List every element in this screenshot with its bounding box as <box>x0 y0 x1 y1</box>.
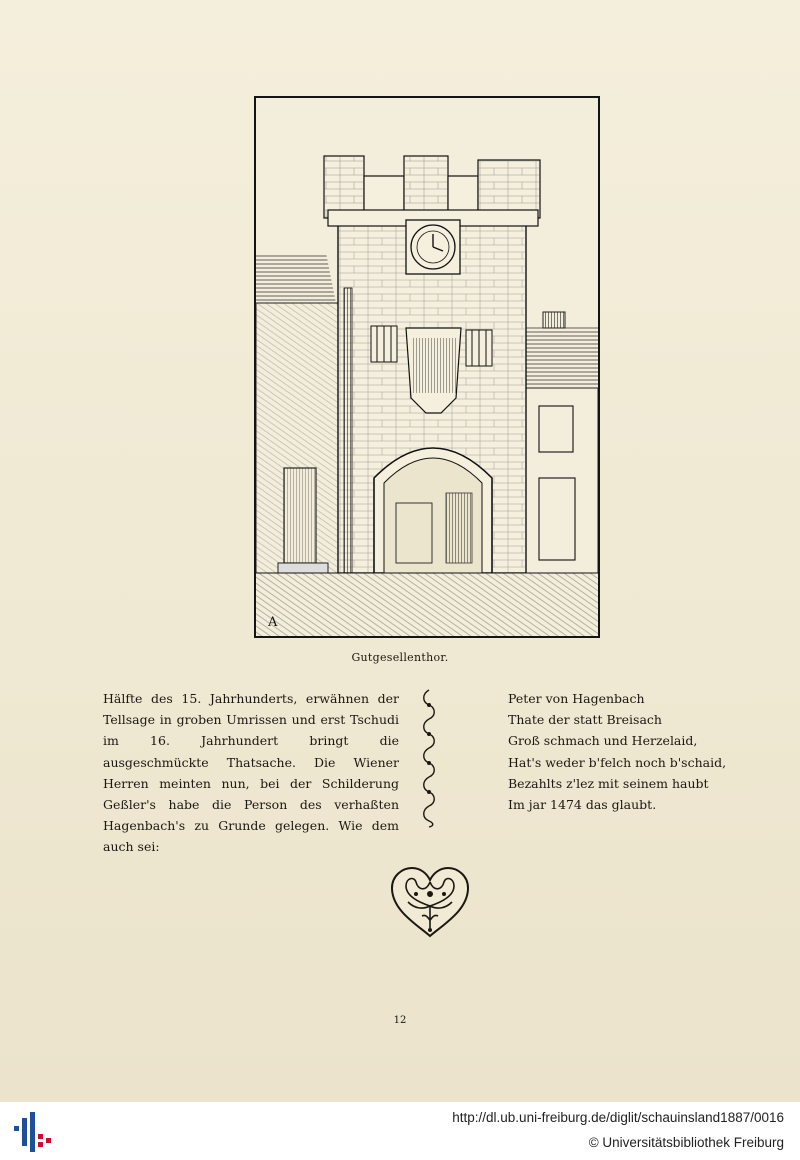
illustration-gutgesellenthor <box>254 96 600 638</box>
verse-line: Hat's weder b'felch noch b'schaid, <box>508 754 727 770</box>
verse-line: Bezahlts z'lez mit seinem haubt <box>508 775 709 791</box>
verse-column <box>508 688 738 815</box>
verse-line: Groß schmach und Herzelaid, <box>508 733 698 749</box>
ub-freiburg-logo-icon[interactable] <box>12 1110 52 1154</box>
svg-text:A: A <box>268 615 278 630</box>
heart-ornament-icon <box>388 866 472 938</box>
verse-line: Im jar 1474 das glaubt. <box>508 797 657 813</box>
source-url[interactable]: http://dl.ub.uni-freiburg.de/diglit/schauinsland1887/0016 <box>452 1110 784 1125</box>
verse-line: Thate der statt Breisach <box>508 712 662 728</box>
figure-caption: Gutgesellenthor. <box>351 651 449 664</box>
footer-bar <box>0 1102 800 1160</box>
body-paragraph: Hälfte des 15. Jahrhunderts, erwähnen der Tellsage in groben Umrissen und erst Tschudi im 16. Jahrhundert bringt die ausgeschmückte Thatsache. Die Wiener Herren meinten nun, bei der Schilderung Geßler's habe die Person des verhaßten Hagenbach's zu Grunde gelegen. Wie dem auch sei: <box>103 691 399 855</box>
vertical-scroll-ornament-icon <box>418 688 440 828</box>
page-number: 12 <box>393 1015 407 1026</box>
verse-line: Peter von Hagenbach <box>508 691 645 706</box>
copyright-notice: © Universitätsbibliothek Freiburg <box>588 1135 784 1150</box>
body-text-column <box>103 688 399 858</box>
